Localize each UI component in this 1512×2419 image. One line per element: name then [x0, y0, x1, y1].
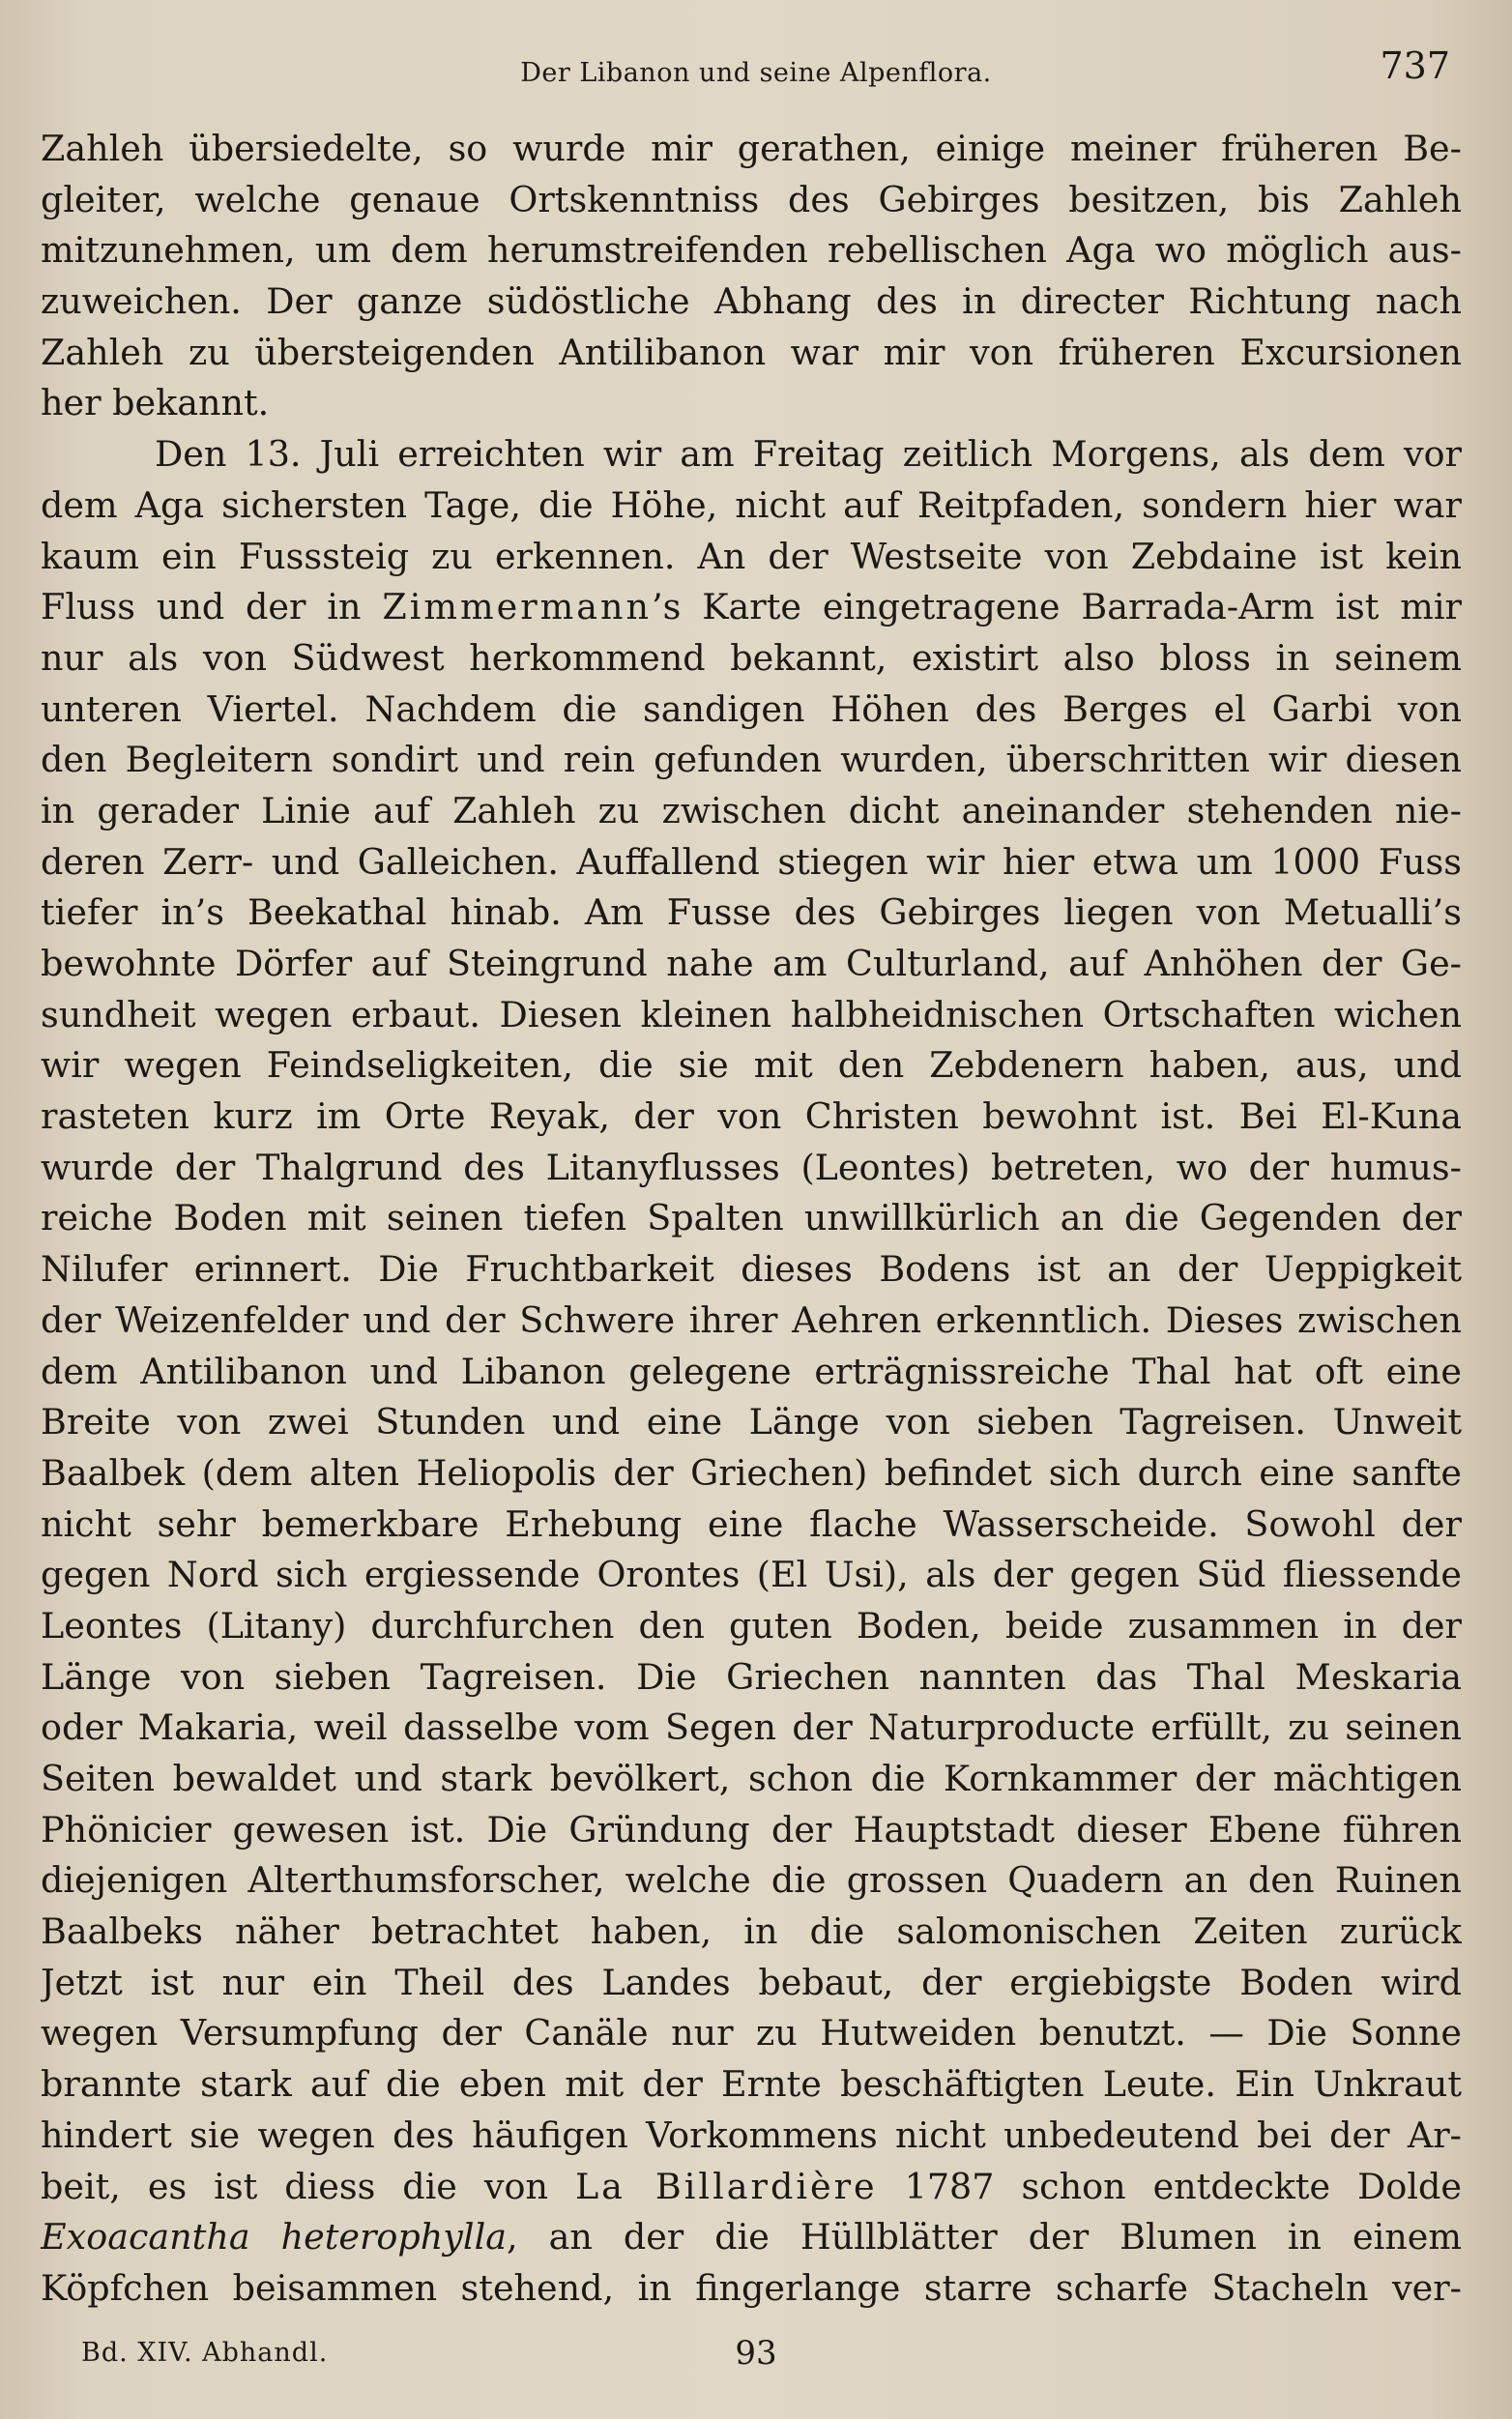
text-line: Breite von zwei Stunden und eine Länge von sieben Tagreisen. Unweit	[41, 1401, 1462, 1443]
running-head: Der Libanon und seine Alpenflora.	[520, 58, 992, 88]
species-name: Exoacantha heterophylla	[41, 2216, 507, 2259]
text-line: Nilufer erinnert. Die Fruchtbarkeit dieses Bodens ist an der Ueppigkeit	[41, 1248, 1462, 1291]
text-line: oder Makaria, weil dasselbe vom Segen der Naturproducte erfüllt, zu seinen	[41, 1706, 1462, 1749]
text-line: Phönicier gewesen ist. Die Gründung der Hauptstadt dieser Ebene führen	[41, 1808, 1462, 1851]
author-name: Zimmermann	[382, 586, 653, 628]
text-line: kaum ein Fusssteig zu erkennen. An der Westseite von Zebdaine ist kein	[41, 535, 1462, 577]
text-line: Den 13. Juli erreichten wir am Freitag zeitlich Morgens, als dem vor	[155, 433, 1462, 476]
text-line: rasteten kurz im Orte Reyak, der von Christen bewohnt ist. Bei El-Kuna	[41, 1095, 1462, 1138]
text-line: wurde der Thalgrund des Litanyflusses (Leontes) betreten, wo der humus-	[41, 1146, 1462, 1188]
text-line: nicht sehr bemerkbare Erhebung eine flache Wasserscheide. Sowohl der	[41, 1502, 1462, 1545]
text-segment: ’s Karte eingetragene Barrada-Arm ist mir	[652, 586, 1462, 628]
text-line: zuweichen. Der ganze südöstliche Abhang des in directer Richtung nach	[41, 280, 1462, 323]
text-line: in gerader Linie auf Zahleh zu zwischen dicht aneinander stehenden nie-	[41, 789, 1462, 831]
text-line: dem Aga sichersten Tage, die Höhe, nicht auf Reitpfaden, sondern hier war	[41, 483, 1462, 526]
text-line: Leontes (Litany) durchfurchen den guten Boden, beide zusammen in der	[41, 1604, 1462, 1647]
text-line: her bekannt.	[41, 382, 270, 424]
text-line: Jetzt ist nur ein Theil des Landes bebaut, der ergiebigste Boden wird	[41, 1961, 1462, 2003]
text-line: Seiten bewaldet und stark bevölkert, schon die Kornkammer der mächtigen	[41, 1758, 1462, 1799]
text-line: wegen Versumpfung der Canäle nur zu Hutweiden benutzt. — Die Sonne	[41, 2012, 1462, 2055]
text-segment: , an der die Hüllblätter der Blumen in einem	[507, 2216, 1462, 2259]
page-header	[0, 44, 1512, 102]
text-line: gegen Nord sich ergiessende Orontes (El Usi), als der gegen Süd fliessende	[41, 1554, 1462, 1596]
body-text	[41, 124, 1462, 2315]
text-line	[41, 2212, 1462, 2263]
text-line: Zahleh zu übersteigenden Antilibanon war mir von früheren Excursionen	[41, 331, 1462, 373]
text-line: mitzunehmen, um dem herumstreifenden rebellischen Aga wo möglich aus-	[41, 229, 1462, 272]
text-line: deren Zerr- und Galleichen. Auffallend stiegen wir hier etwa um 1000 Fuss	[41, 840, 1462, 883]
text-line: bewohnte Dörfer auf Steingrund nahe am Culturland, auf Anhöhen der Ge-	[41, 943, 1462, 984]
text-line	[41, 2162, 1462, 2213]
text-segment: Fluss und der in	[41, 586, 383, 628]
page-footer	[0, 2330, 1512, 2378]
text-line: den Begleitern sondirt und rein gefunden wurden, überschritten wir diesen	[41, 739, 1462, 781]
text-line: nur als von Südwest herkommend bekannt, existirt also bloss in seinem	[41, 636, 1462, 679]
text-segment: beit, es ist diess die von	[41, 2165, 575, 2207]
text-line	[41, 582, 1462, 633]
text-line: Baalbek (dem alten Heliopolis der Griechen) befindet sich durch eine sanfte	[41, 1451, 1462, 1494]
text-line: Köpfchen beisammen stehend, in fingerlange starre scharfe Stacheln ver-	[41, 2266, 1462, 2309]
text-line: tiefer in’s Beekathal hinab. Am Fusse des Gebirges liegen von Metualli’s	[41, 891, 1462, 934]
volume-signature: Bd. XIV. Abhandl.	[81, 2338, 329, 2368]
text-line: Baalbeks näher betrachtet haben, in die salomonischen Zeiten zurück	[41, 1910, 1462, 1953]
text-line: brannte stark auf die eben mit der Ernte beschäftigten Leute. Ein Unkraut	[41, 2063, 1462, 2106]
text-line: hindert sie wegen des häufigen Vorkommens nicht unbedeutend bei der Ar-	[41, 2113, 1462, 2156]
sheet-number: 93	[735, 2334, 777, 2373]
text-line: gleiter, welche genaue Ortskenntniss des Gebirges besitzen, bis Zahleh	[41, 178, 1462, 220]
text-line: diejenigen Alterthumsforscher, welche die grossen Quadern an den Ruinen	[41, 1859, 1462, 1902]
text-line: wir wegen Feindseligkeiten, die sie mit den Zebdenern haben, aus, und	[41, 1044, 1462, 1087]
text-segment: 1787 schon entdeckte Dolde	[877, 2165, 1462, 2207]
text-line: der Weizenfelder und der Schwere ihrer Aehren erkenntlich. Dieses zwischen	[41, 1298, 1462, 1341]
text-line: Länge von sieben Tagreisen. Die Griechen nannten das Thal Meskaria	[41, 1655, 1462, 1698]
text-line: dem Antilibanon und Libanon gelegene erträgnissreiche Thal hat oft eine	[41, 1350, 1462, 1392]
text-line: reiche Boden mit seinen tiefen Spalten unwillkürlich an die Gegenden der	[41, 1197, 1462, 1239]
author-name: La Billardière	[574, 2165, 878, 2207]
text-line: unteren Viertel. Nachdem die sandigen Höhen des Berges el Garbi von	[41, 687, 1462, 730]
text-line: Zahleh übersiedelte, so wurde mir gerathen, einige meiner früheren Be-	[41, 128, 1462, 169]
page-number: 737	[1380, 44, 1450, 87]
text-line: sundheit wegen erbaut. Diesen kleinen halbheidnischen Ortschaften wichen	[41, 993, 1462, 1035]
